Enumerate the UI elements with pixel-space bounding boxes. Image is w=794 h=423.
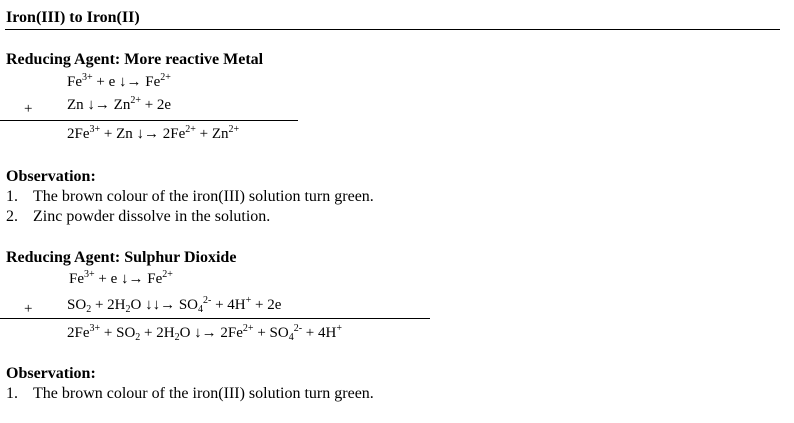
eq-text: + 2H bbox=[140, 325, 175, 341]
section1-observation-item bbox=[6, 208, 270, 226]
page-title: Iron(III) to Iron(II) bbox=[6, 9, 140, 26]
eq-sup: 3+ bbox=[84, 269, 95, 280]
eq-text: + 2e bbox=[251, 297, 282, 313]
section1-observation-heading: Observation: bbox=[6, 168, 96, 185]
eq-sup: 2+ bbox=[130, 95, 141, 106]
eq-sup: 3+ bbox=[82, 72, 93, 83]
observation-number: 1. bbox=[6, 188, 18, 205]
section1-sum-line bbox=[0, 120, 298, 121]
eq-text: O ↓↓→ SO bbox=[130, 297, 198, 313]
eq-sup: 2+ bbox=[160, 72, 171, 83]
eq-sub: 2 bbox=[174, 332, 180, 343]
section2-observation-heading: Observation: bbox=[6, 365, 96, 382]
eq-text: Fe bbox=[69, 271, 84, 287]
eq-text: + 4H bbox=[211, 297, 246, 313]
eq-sup: 2+ bbox=[242, 323, 254, 334]
eq-text: O ↓→ 2Fe bbox=[179, 325, 243, 341]
eq-text: + SO bbox=[100, 325, 136, 341]
title-underline bbox=[5, 29, 780, 30]
section1-overall-equation bbox=[67, 126, 239, 143]
eq-sub: 2 bbox=[125, 304, 131, 315]
eq-text: 2Fe bbox=[67, 325, 90, 341]
eq-text: 2Fe bbox=[67, 126, 90, 142]
section1-heading: Reducing Agent: More reactive Metal bbox=[6, 51, 264, 68]
eq-sup: 2+ bbox=[185, 124, 196, 135]
eq-sup: 3+ bbox=[89, 124, 101, 135]
section2-heading: Reducing Agent: Sulphur Dioxide bbox=[6, 249, 237, 266]
section2-half-equation-sulphur bbox=[67, 297, 281, 314]
observation-text: The brown colour of the iron(III) solution turn green. bbox=[33, 385, 374, 402]
eq-sup: 2+ bbox=[162, 269, 173, 280]
eq-text: + SO bbox=[253, 325, 289, 341]
eq-sub: 2 bbox=[135, 332, 141, 343]
eq-sup: + bbox=[336, 323, 342, 334]
eq-sup: + bbox=[245, 295, 252, 306]
eq-sup: 2- bbox=[203, 295, 212, 306]
section2-plus-sign: + bbox=[24, 301, 33, 317]
eq-sub: 4 bbox=[288, 332, 294, 343]
eq-text: + 4H bbox=[302, 325, 337, 341]
section1-plus-sign: + bbox=[24, 101, 33, 117]
eq-sup: 3+ bbox=[89, 323, 101, 334]
section2-overall-equation bbox=[67, 325, 342, 342]
observation-number: 1. bbox=[6, 385, 18, 402]
eq-sup: 2+ bbox=[228, 124, 240, 135]
eq-text: + 2e bbox=[140, 97, 172, 113]
eq-text: Zn ↓→ Zn bbox=[67, 97, 131, 113]
section1-half-equation-iron bbox=[67, 74, 171, 91]
eq-text: + Zn ↓→ 2Fe bbox=[100, 126, 186, 142]
eq-text: + e ↓→ Fe bbox=[94, 271, 163, 287]
eq-sub: 4 bbox=[198, 304, 203, 315]
observation-number: 2. bbox=[6, 208, 18, 225]
eq-text: + 2H bbox=[91, 297, 126, 313]
section2-observation-item bbox=[6, 385, 374, 403]
eq-text: + e ↓→ Fe bbox=[92, 74, 161, 90]
eq-sup: 2- bbox=[293, 323, 303, 334]
eq-text: Fe bbox=[67, 74, 82, 90]
section2-half-equation-iron bbox=[69, 271, 173, 288]
section1-observation-item bbox=[6, 188, 374, 206]
eq-sub: 2 bbox=[86, 304, 92, 315]
eq-text: SO bbox=[67, 297, 87, 313]
observation-text: The brown colour of the iron(III) solution turn green. bbox=[33, 188, 374, 205]
section1-half-equation-zinc bbox=[67, 97, 171, 114]
section2-sum-line bbox=[0, 318, 430, 319]
observation-text: Zinc powder dissolve in the solution. bbox=[33, 208, 271, 225]
eq-text: + Zn bbox=[195, 126, 229, 142]
